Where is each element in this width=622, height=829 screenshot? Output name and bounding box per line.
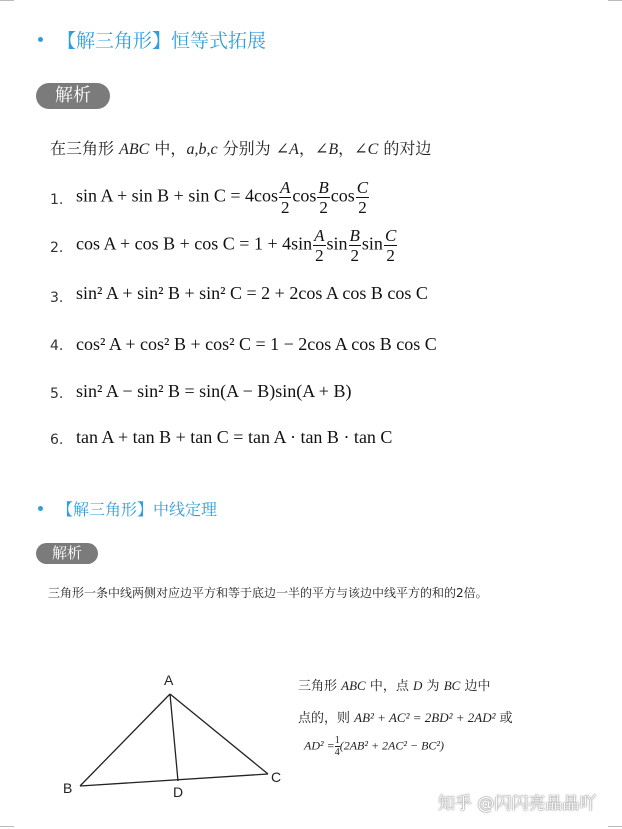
formula-number: 1.: [50, 192, 64, 208]
formula-1: sin A + sin B + sin C = 4cos $\frac{A}{2}$ cos $\frac{B}{2}$ cos $\frac{C}{2}$: [76, 178, 369, 217]
corner-mark: [0, 826, 14, 827]
vertex-label-b: B: [63, 780, 73, 796]
median-ad: [170, 694, 178, 781]
formula-number: 3.: [50, 290, 64, 306]
triangle-desc-line-2: 点的，则 AB² + AC² = 2BD² + 2AD² 或: [298, 710, 513, 726]
triangle-desc-line-1: 三角形 ABC 中，点 D 为 BC 边中: [298, 678, 491, 694]
formula-5: sin² A − sin² B = sin(A − B)sin(A + B): [76, 381, 352, 401]
corner-mark: [0, 0, 14, 1]
corner-mark: [608, 826, 622, 827]
vertex-label-c: C: [271, 769, 282, 785]
section-2-title: 【解三角形】中线定理: [38, 497, 217, 520]
intro-text: 在三角形 ABC 中，a,b,c 分别为 ∠A，∠B，∠C 的对边: [50, 139, 432, 158]
formula-number: 4.: [50, 338, 64, 354]
formula-3: sin² A + sin² B + sin² C = 2 + 2cos A cos B cos C: [76, 283, 428, 303]
formula-2: cos A + cos B + cos C = 1 + 4sin $\frac{A}{2}$ sin $\frac{B}{2}$ sin $\frac{C}{2}$: [76, 226, 397, 265]
side-ab: [80, 694, 170, 786]
vertex-label-a: A: [164, 672, 174, 688]
formula-4: cos² A + cos² B + cos² C = 1 − 2cos A cos B cos C: [76, 334, 437, 354]
side-ac: [170, 694, 268, 774]
analysis-badge: 解析: [36, 83, 110, 109]
point-label-d: D: [173, 784, 184, 800]
section-1-title: 【解三角形】恒等式拓展: [38, 26, 266, 53]
formula-number: 5.: [50, 386, 64, 402]
analysis-badge: 解析: [36, 543, 98, 564]
watermark: 知乎 @闪闪亮晶晶吖: [438, 794, 597, 814]
formula-number: 2.: [50, 240, 64, 256]
median-theorem-text: 三角形一条中线两侧对应边平方和等于底边一半的平方与该边中线平方的和的2倍。: [48, 586, 488, 600]
triangle-desc-line-3: AD² = $\frac{1}{4}$ (2AB² + 2AC² − BC²): [304, 735, 445, 758]
formula-6: tan A + tan B + tan C = tan A · tan B · tan C: [76, 427, 393, 447]
corner-mark: [608, 0, 622, 1]
formula-number: 6.: [50, 432, 64, 448]
